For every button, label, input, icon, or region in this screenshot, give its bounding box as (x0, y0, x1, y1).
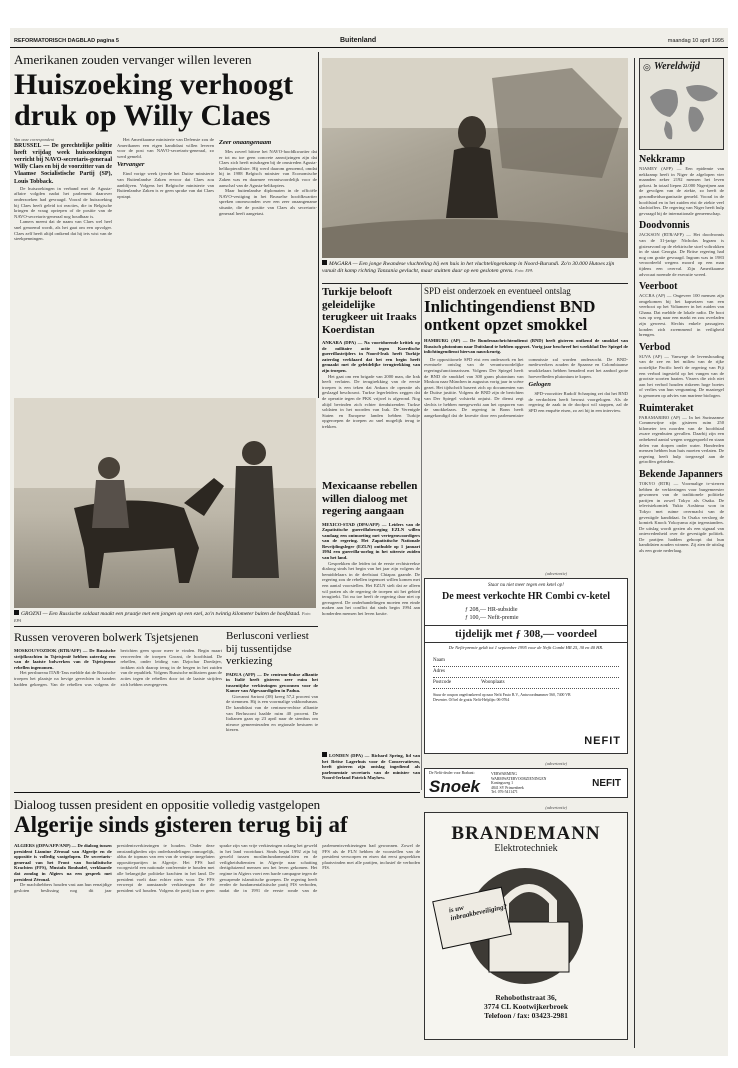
turkije-article (322, 286, 420, 476)
londen-article: LONDEN (DPA) — Richard Spring, lid van het Britse Lagerhuis voor de Conservatieven, heeft gisteren zijn ontslag ingediend als parlementair secretaris van de minister van Noord-Ierland Patrick Mayhew. (322, 753, 420, 781)
japan-body: TOKYO (RTR) — Voormalige tv-sterren hebben de verkiezingen voor burgemeester gewonnen van de traditionele politieke partijen in zowel Tokyo als Osaka. De televisiekomiek Yukio Aoshima won in Tokyo met ruime overmacht van de gevestigde kandidaat. In Osaka versloeg de komiek Knock Yokoyama zijn tegenstanders. De uitslag wordt gezien als een signaal van ontevredenheid over de gevestigde politiek. De partijen hadden gehoopt dat hun kandidaten zouden winnen. Zij zien de uitslag als een grote nederlaag. (639, 480, 724, 554)
form-adres-field[interactable]: Adres (433, 667, 619, 678)
mexico-article (322, 480, 420, 750)
algerije-article (14, 792, 420, 1042)
bnd-headline: Inlichtingendienst BND ontkent opzet smokkel (424, 297, 596, 334)
dood-body: JACKSON (RTR/AFP) — Het doodvonnis van de 31-jarige Nicholas Ingram is gisteravond op de elektrische stoel voltrokken in de staat Georgia. De Britse regering had nog om gratie gevraagd. Ingram was in 1983 veroordeeld wegens moord op een man tijdens een overval. Zijn Amerikaanse advocaat noemde de executie wreed. (639, 232, 724, 277)
ad-snoek: (advertentie) De Nefit-dealer voor Brabant: Snoek VERWARMING WARMWATERVOORZIENINGEN Koningsweg 1 4841 SV Prinsenbeek Tel. 076-5411471 NEFIT (424, 768, 628, 798)
newspaper-page (10, 28, 728, 1056)
section-divider (14, 626, 318, 627)
masthead-section: Buitenland (340, 37, 377, 44)
ad-brandemann (424, 805, 628, 1040)
ad-nefit-title: De meest verkochte HR Combi cv-ketel (441, 591, 610, 602)
voor-body: ACCRA (AP) — Ongeveer 100 mensen zijn omgekomen bij het kapseizen van een veerboot op het Voltameer in het zuiden van Ghana. Dat meldde de lokale radio. De boot was op weg naar een markt en zou overladen zijn geweest. Slechts enkele passagiers konden zich zwemmend in veiligheid brengen. (639, 293, 724, 338)
column-divider (421, 284, 422, 790)
wereldwijd-header (639, 58, 724, 150)
claes-article (14, 52, 318, 392)
claes-p6: Maar buitenlandse diplomaten in de officiële NAVO-vestiging in het Brusselse hoofdkwartier spreken onomwonden over een zeer onaangename situatie, die de positie van Claes als secretaris-generaal heeft aangetast. (219, 188, 317, 216)
dood-title: Doodvonnis (639, 220, 690, 232)
algerije-headline: Algerije sinds gisteren terug bij af (14, 812, 348, 837)
claes-p2: Lamers meent dat de naam van Claes wel heel snel genoemd wordt, als het gaat om een opvolger. Claes zelf heeft altijd ontkend dat hij iets wist van de steekpenningen. (14, 219, 112, 242)
ruim-title: Ruimteraket (639, 402, 694, 414)
claes-sub-vervanger: Vervanger (117, 161, 145, 169)
japan-title: Bekende Japanners (639, 468, 723, 480)
bnd-body2: SPD-voorzitter Rudolf Scharping zei dat het BND de verdachten heeft bewust voorgelogen. Als de regering de zaak in de doofpot wil stoppen, zal de SPD een enquête eisen, zo zei hij in een interview. (528, 391, 628, 413)
masthead-paper: REFORMATORISCH DAGBLAD pagina 5 (14, 38, 119, 44)
tsjetsjenen-article (14, 630, 222, 766)
ad-nefit-adv-label: (advertentie) (545, 571, 567, 576)
ad-snoek-brand: Snoek (429, 777, 481, 796)
ad-nefit-note: De Nefit-premie geldt tot 1 september 1995 voor de Nefit Combi HR 25, 30 en 40 HR. (448, 645, 604, 650)
ad-snoek-sub: De Nefit-dealer voor Brabant: (429, 771, 475, 775)
masthead (10, 36, 728, 48)
tsjetsjenen-headline: Russen veroveren bolwerk Tsjetsjenen (14, 630, 199, 644)
bnd-sub: Gelogen (528, 381, 551, 389)
world-map-icon (642, 77, 726, 147)
ad-brand-tel: Telefoon / fax: 03423-2981 (484, 1011, 568, 1020)
bnd-article (424, 286, 628, 574)
masthead-date: maandag 10 april 1995 (667, 38, 724, 44)
ad-snoek-nefit: NEFIT (592, 778, 621, 789)
niger-title: Nekkramp (639, 154, 686, 165)
ad-brand-city: 3774 CL Kootwijkerbroek (483, 1002, 569, 1011)
ad-nefit-hr (424, 571, 628, 754)
claes-headline: Huiszoeking verhoogt druk op Willy Claes (14, 68, 294, 132)
mexico-headline: Mexicaanse rebellen willen dialoog met regering aangaan (322, 480, 418, 517)
turkije-headline: Turkije belooft geleidelijke terugkeer uit Iraaks Koerdistan (322, 286, 417, 336)
tsjetsjenen-lead: MOSKOU/VOZDOK (RTR/AFP) — De Russische strijdkrachten in Tsjetsjenië hebben zaterdag een van de laatste bolwerken van de Tsjetsjeense rebellen ingenomen. (14, 648, 116, 670)
algerije-kicker: Dialoog tussen president en oppositie volledig vastgelopen (14, 797, 321, 812)
bnd-lead: HAMBURG (AP) — De Bundesnachrichtendienst (BND) heeft gisteren ontkend de smokkel van Russisch plutonium naar Duitsland te hebben opgezet. Vorig jaar beschreef het weekblad Der Spiegel de inlichtingendienst hiervan nauwkeurig. (424, 338, 628, 355)
claes-p1: De huiszoekingen in verband met de Agusta-affaire volgden nadat het parlement daarover onderzoeken had gevraagd. Vooral de huiszoeking bij Claes heeft geleid tot reacties, die in Belgische kringen de vraag opriepen of de positie van de NAVO-secretaris-generaal nog houdbaar is. (14, 185, 112, 219)
mexico-body: Gesprekken die leiden tot de eerste rechtstreekse dialoog sinds het begin van het jaar zijn volgens de bemiddelaars in de deelstaat Chiapas gaande. De regering zou de rebellen tegemoet willen komen met een aantal voorstellen. Het EZLN stelt dat ze alleen wil praten als de regering de troepen uit het gebied terugtrekt. Tot nu toe heeft de regering daar niet op gereageerd. De onderhandelingen moeten een einde maken aan het conflict dat sinds begin 1994 aan honderden mensen het leven kostte. (322, 560, 420, 616)
niger-body: NIAMEY (AFP) — Een epidemie van nekkramp heeft in Niger de afgelopen vier maanden zeker 2192 mensen het leven gekost. In totaal liepen 22.000 Nigerijnen aan de gevolgen van de ziekte, zo heeft de gezondheidsorganisatie gemeld. Vooral in de hoofdstad en in het zuiden eist de ziekte veel slachtoffers. De regering van Niger heeft hulp gevraagd bij de internationale gemeenschap. (639, 166, 724, 216)
globe-icon: ◎ (643, 62, 651, 72)
grozni-credit: Foto: EPA (14, 611, 312, 623)
berlusconi-article (226, 630, 318, 766)
voor-title: Veerboot (639, 281, 678, 293)
magara-caption: MAGARA — Een jonge Rwandese vluchteling bij een huis in het vluchtelingenkamp in Noord-Burundi. Zo'n 30.000 Hutoes zijn vanuit dit kamp richting Tanzania gevlucht, maar stuitten daar op een gesloten grens. Foto: EPA (322, 261, 615, 274)
claes-p4: Eind vorige week ijverde het Duitse ministerie van Buitenlandse Zaken ervoor dat Claes zou aanblijven. Volgens het Belgische ministerie van Buitenlandse Zaken is er geen sprake van dat Claes opstapt. (117, 171, 214, 199)
ad-brand-sub: Elektrotechniek (494, 843, 558, 854)
ad-nefit-brand: NEFIT (584, 735, 621, 747)
berlusconi-body: Giovanni Sartoni (38) kreeg 57,2 procent van de stemmen. Hij is een voormalige vakbondsman. De kandidaat van de centrum-rechtse alliantie van Berlusconi haalde ruim 40 procent. De Italianen gaan op 23 april naar de stembus om nieuwe gemeenteraden en regionale besturen te kiezen. (226, 693, 318, 733)
section-divider (322, 283, 628, 284)
ad-brand-sign: is uw inbraakbeveiliging? (448, 902, 508, 923)
claes-byline: Van onze correspondent (14, 137, 55, 142)
berlusconi-lead: PADUA (AFP) — De centrum-linkse alliantie in Italië heeft gisteren zeer ruim het tussentijdse verkiezingen gewonnen voor de Kamer van Afgevaardigden in Padua. (226, 671, 318, 694)
magara-photo (322, 58, 628, 258)
algerije-lead: ALGIERS ((DPA/AFP/ANP) — De dialoog tussen president Liamine Zéroual van Algerije en de oppositie is volledig vastgelopen. De secretaris-generaal van het Front van Socialistische Krachten (FFS), Mustafa Bouhadef, verklaarde dat zondag in Algiers na een gesprek met president Zéroual. (14, 843, 112, 882)
algerije-body: De machthebbers houden vast aan hun eenzijdige gesloten beslissing nog dit jaar presidentsverkiezingen te houden. Onder deze omstandigheden zijn onderhandelingen onmogelijk, aldus de topman van een van de weinige toegelaten oppositiepartijen in Algerije. Het FFS had voorgesteld een nationale conferentie te houden met alle belangrijke politieke krachten in het land. De president voelt daar echter niets voor. De FFS verwerpt de aanstaande verkiezingen die de president wil houden. Volgens de partij kan er geen sprake zijn van vrije verkiezingen zolang het geweld in het land voortduurt. Sinds begin 1992 zijn bij geweld tussen moslimfundamentalisten en de veiligheidsdiensten in Algerije naar schatting dertigduizend mensen om het leven gekomen. Het regime in Algiers voert een harde campagne tegen de gewapende islamitische groepen. De regering heeft eerder de fundamentalistische partij FIS verboden, nadat die in 1991 de eerste ronde van de parlementsverkiezingen had gewonnen. Zowel de FFS als de FLN hebben de voorstellen van de president verworpen en eisen dat eerst gesprekken plaatsvinden met alle partijen, inclusief de verboden FIS. (14, 843, 420, 893)
form-postcode-field[interactable]: Postcode Woonplaats (433, 678, 619, 689)
wereldwijd-title: Wereldwijd (654, 61, 700, 72)
bullet-icon (322, 752, 327, 757)
bnd-kicker: SPD eist onderzoek en eventueel ontslag (424, 286, 571, 296)
ad-brand-addr: Rehobothstraat 36, (495, 993, 557, 1002)
soldier-donkey-drawing (14, 398, 316, 608)
verbod-body: SUVA (AP) — Vanwege de levenshouding van de zee en het milieu van de rijke oostelijke Pacific heeft de regering van Fiji een verbod ingesteld op het vangen van de grootste soorten haaien. Vissers die zich niet aan het verbod houden riskeren hoge boetes of verlies van hun vergunning. De maatregel is genomen op advies van mariene biologen. (639, 353, 724, 398)
ad-brand-adv-label: (advertentie) (545, 805, 567, 810)
column-divider (318, 52, 319, 398)
ad-nefit-price2: ƒ 100,— Nefit-premie (465, 615, 519, 621)
refugee-photo-drawing (322, 58, 628, 258)
ad-nefit-foot: Stuur de coupon ongefrankeerd op naar Nefit Fasto B.V., Antwoordnummer 560, 7400 VB Deventer. Of bel de gratis Nefit-Helplijn: 06-0764 (433, 693, 571, 702)
tsjetsjenen-body: Het persbureau ITAR-Tass meldde dat de Russische troepen het plaatsje na hevige gevechten in handen hadden gekregen. Van de rebellen was volgens de berichten geen spoor meer te vinden. Begin maart veroverden de troepen Grozni, de hoofdstad. De rebellen, onder leiding van Dzjochar Doedajev, trokken zich daarop terug in de bergen in het zuiden van de republiek. Volgens Russische militairen gaan de acties tegen de rebellen door tot de laatste strijders zich hebben overgegeven. (14, 648, 222, 687)
mexico-lead: MEXICO-STAD (DPA/AFP) — Leiders van de Zapatistische guerrillabeweging EZLN willen vandaag een ontmoeting met vertegenwoordigers van de regering. Het Zapatistische Nationale Bevrijdingsleger (EZLN) onthulde op 1 januari 1994 een guerrilla-oorlog in het uiterste zuiden van het land. (322, 521, 420, 561)
claes-p3: Het Amerikaanse ministerie van Defensie zou de Amerikanen een eigen kandidaat willen leveren voor de post van NAVO-secretaris-generaal, zo werd gemeld. (117, 137, 214, 159)
ruim-body: PARAMARIBO (AP) — In het Surinaamse Commewijne zijn gisteren ruim 250 kilometer ten noorden van de hoofdstad zware regenbuien gevallen. Daarbij zijn een onbekend aantal wegen weggespoeld en staan delen van dorpen onder water. Honderden mensen hebben hun huis moeten verlaten. De regering heeft hulp toegezegd aan de getroffen gebieden. (639, 414, 724, 465)
bullet-icon (14, 610, 19, 615)
bnd-body: De oppositionele SPD eist een onderzoek en het eventuele ontslag van de verantwoordelijke regeringsfunctionarissen. Volgens Der Spiegel heeft de BND de smokkel van 300 gram plutonium van Moskou naar München in augustus vorig jaar in scène gezet. Het tijdschrift baseert zich op documenten van de Duitse justitie. Volgens de BND zijn de berichten van Der Spiegel volstrekt onjuist. De dienst zegt slechts te hebben meegewerkt aan het opsporen van de smokkelaars. De regering in Bonn heeft aangekondigd dat de kwestie door een parlementaire commissie zal worden onderzocht. De BND-medewerkers zouden de Spaanse en Colombiaanse smokkelaars hebben benaderd met het aanbod grote hoeveelheden plutonium te kopen. (424, 356, 628, 418)
grozni-caption: GROZNI — Een Russische soldaat maakt een praatje met een jongen op een ezel, zo'n twintig kilometer buiten de hoofdstad. Foto: EPA (14, 611, 312, 623)
form-naam-field[interactable]: Naam (433, 656, 619, 667)
ad-snoek-adv-label: (advertentie) (545, 761, 567, 766)
claes-lead: BRUSSEL — De gerechtelijke politie heeft vrijdag week huiszoekingen verricht bij NAVO-secretaris-generaal Willy Claes en bij de voorzitter van de Vlaamse Socialistische Partij (SP), Louis Tobback. (14, 142, 112, 185)
ad-nefit-price1: ƒ 208,— HR-subsidie (465, 607, 518, 613)
bullet-icon (322, 260, 327, 265)
claes-sub-onaangenaam: Zeer onaangenaam (219, 139, 272, 146)
wereldwijd-column (634, 58, 724, 1048)
turkije-body: Het gaat om een brigade van 2000 man, die Irak heeft verlaten. De terugtrekking van de eerste troepen is een teken dat Ankara de operatie als geslaagd beschouwt. Turkse legerleiders zeggen dat de operatie tegen de PKK vrijwel is afgerond. Nog altijd bevinden zich echter tienduizenden Turkse soldaten in het noorden van Irak. De Verenigde Staten en Europese landen hebben Turkije opgeroepen de troepen zo snel mogelijk terug te trekken. (322, 373, 420, 429)
ad-nefit-top: Staar nu niet meer tegen een ketel op! (488, 583, 564, 588)
ad-nefit-tijdelijk: tijdelijk met ƒ 308,— voordeel (425, 625, 627, 643)
claes-kicker: Amerikanen zouden vervanger willen leveren (14, 52, 252, 67)
claes-p5: Mes zoveel bittere het NAVO-hoofdkwartier dat er tot nu toe geen concrete aanwijzingen zijn dat Claes zich heeft misdragen bij de omstreden Agusta-helikopteraffaire. Hij werd daarom genoemd, omdat hij in 1988 Belgisch minister van Economische Zaken was en daarmee verantwoordelijk voor de aanschaf van de Agusta-helikopters. (219, 149, 317, 188)
ad-brand-name: BRANDEMANN (451, 823, 601, 844)
grozni-photo (14, 398, 316, 608)
magara-credit: Foto: EPA (515, 267, 533, 273)
berlusconi-headline: Berlusconi verliest bij tussentijdse verkiezing (226, 630, 309, 667)
turkije-lead: ANKARA (DPA) — Na voortdurende kritiek op de militaire actie tegen Koerdische guerrillastrijders in Noord-Irak heeft Turkije zaterdag verklaard dat het een begin heeft gemaakt met de geleidelijke terugtrekking van zijn troepen. (322, 340, 420, 373)
verbod-title: Verbod (639, 341, 671, 353)
